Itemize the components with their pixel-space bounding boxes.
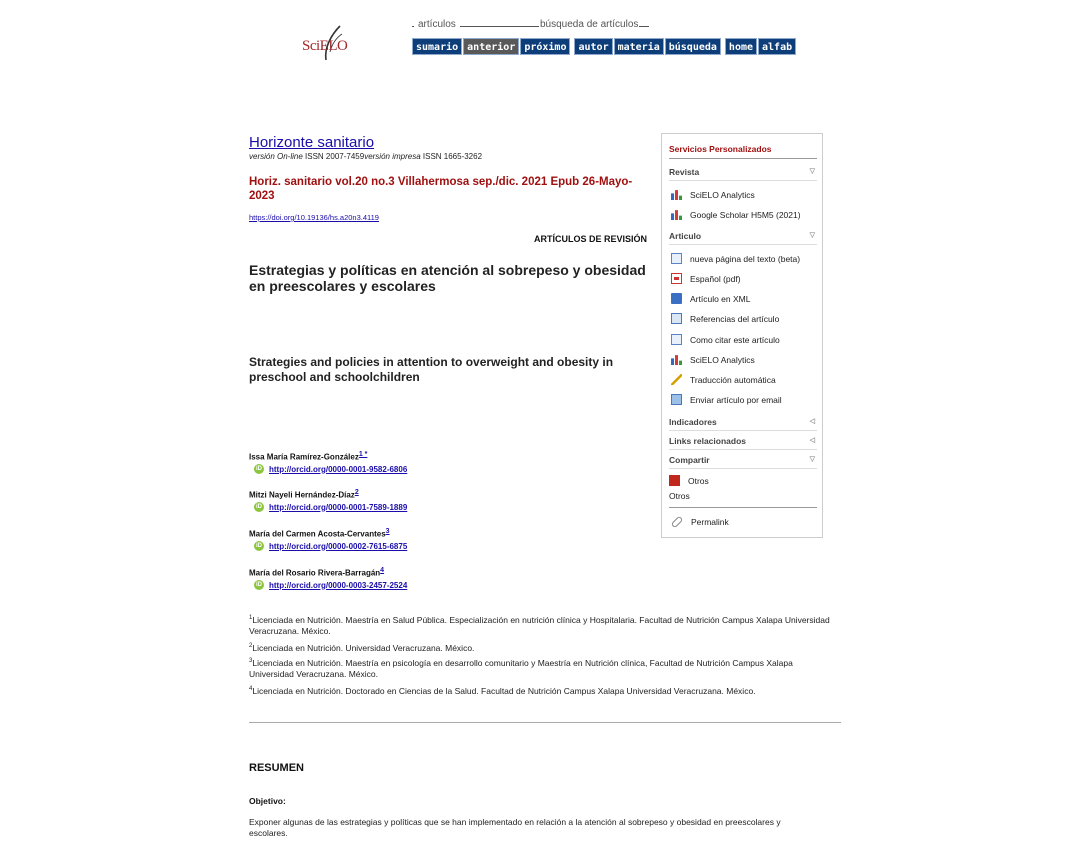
- author-name-text: Issa María Ramírez-González: [249, 452, 359, 462]
- item-label: Español (pdf): [690, 273, 741, 284]
- affiliation-text: Licenciada en Nutrición. Maestría en psicología en desarrollo comunitario y Maestría en Nutrición clínica, Facultad de Nutrición Campus Xalapa Universidad Veracruzana. México.: [249, 657, 793, 679]
- journal-title-link[interactable]: Horizonte sanitario: [249, 134, 375, 151]
- section-label: Links relacionados: [669, 436, 746, 446]
- orcid-row: [254, 541, 407, 551]
- orcid-row: [254, 464, 407, 474]
- indicadores-section-toggle[interactable]: [669, 417, 817, 431]
- issn-print-label: versión impresa: [364, 152, 421, 161]
- issn-print: ISSN 1665-3262: [420, 152, 483, 161]
- divider: [249, 722, 841, 723]
- nav-buttons: [412, 38, 797, 55]
- item-label: SciELO Analytics: [690, 189, 755, 200]
- item-label: Enviar artículo por email: [690, 394, 782, 405]
- author-name: [249, 451, 367, 462]
- item-label: Artículo en XML: [690, 293, 751, 304]
- orcid-link[interactable]: http://orcid.org/0000-0001-9582-6806: [269, 464, 408, 474]
- chevron-down-icon: ▽: [809, 168, 815, 175]
- issn-online-label: versión On-line: [249, 152, 303, 161]
- bar-chart-icon: [671, 189, 682, 200]
- nav-sumario-button[interactable]: sumario: [412, 38, 462, 55]
- orcid-icon: iD: [256, 543, 262, 549]
- affiliation: [249, 613, 839, 637]
- item-label: Traducción automática: [690, 374, 776, 385]
- email-icon: [671, 394, 682, 405]
- item-label: Google Scholar H5M5 (2021): [690, 209, 801, 220]
- compartir-section-toggle[interactable]: [669, 455, 817, 469]
- affiliation-number: 2: [249, 643, 253, 649]
- nav-group-label: búsqueda de artículos: [540, 19, 639, 30]
- article-title-en: Strategies and policies in attention to overweight and obesity in preschool and schoolchildren: [249, 355, 614, 384]
- item-label: Referencias del artículo: [690, 313, 780, 324]
- links-section-toggle[interactable]: [669, 436, 817, 450]
- xml-link[interactable]: [671, 293, 750, 304]
- orcid-row: [254, 580, 407, 590]
- pdf-link[interactable]: [671, 273, 741, 284]
- orcid-row: [254, 502, 407, 512]
- scielo-logo[interactable]: [300, 22, 360, 62]
- services-panel: [661, 133, 823, 538]
- author-name: [249, 489, 359, 500]
- panel-title: Servicios Personalizados: [669, 144, 772, 154]
- nav-autor-button[interactable]: autor: [574, 38, 612, 55]
- affiliation: [249, 641, 839, 654]
- nav-anterior-button[interactable]: anterior: [463, 38, 519, 55]
- article-title-es: Estrategias y políticas en atención al sobrepeso y obesidad en preescolares y escolares: [249, 262, 646, 294]
- chevron-left-icon: ◁: [809, 418, 815, 425]
- issn-online: ISSN 2007-7459: [302, 152, 365, 161]
- abstract-text: Exponer algunas de las estrategias y políticas que se han implementado en relación a la atención al sobrepeso y obesidad en preescolares y escolares.: [249, 817, 781, 838]
- section-label: Indicadores: [669, 417, 717, 427]
- item-label: nueva página del texto (beta): [690, 253, 801, 264]
- otros-text: Otros: [669, 491, 690, 501]
- chevron-left-icon: ◁: [809, 437, 815, 444]
- orcid-link[interactable]: http://orcid.org/0000-0003-2457-2524: [269, 580, 408, 590]
- item-label: Como citar este artículo: [690, 334, 780, 345]
- nav-home-button[interactable]: home: [725, 38, 757, 55]
- item-label: SciELO Analytics: [690, 354, 755, 365]
- objetivo-heading: Objetivo:: [249, 796, 286, 806]
- orcid-link[interactable]: http://orcid.org/0000-0002-7615-6875: [269, 541, 408, 551]
- author-affil-link[interactable]: 4: [380, 567, 385, 574]
- pdf-icon: [671, 273, 682, 284]
- author-name-text: María del Rosario Rivera-Barragán: [249, 568, 381, 578]
- nav-proximo-button[interactable]: próximo: [520, 38, 570, 55]
- affiliation-number: 4: [249, 686, 253, 692]
- affiliation: [249, 656, 839, 680]
- xml-icon: [671, 293, 682, 304]
- revista-section-toggle[interactable]: [669, 167, 817, 181]
- logo-text: SciELO: [302, 38, 348, 54]
- new-text-page-link[interactable]: [671, 253, 800, 264]
- section-label: Compartir: [669, 455, 710, 465]
- affiliation-number: 3: [249, 658, 253, 664]
- nav-materia-button[interactable]: materia: [614, 38, 664, 55]
- link-icon: [671, 516, 684, 529]
- item-label: Otros: [688, 475, 709, 486]
- author-name: [249, 567, 384, 578]
- chevron-down-icon: ▽: [809, 232, 815, 239]
- cite-link[interactable]: [671, 334, 780, 345]
- article-scielo-analytics-link[interactable]: [671, 354, 755, 365]
- email-article-link[interactable]: [671, 394, 782, 405]
- orcid-link[interactable]: http://orcid.org/0000-0001-7589-1889: [269, 502, 408, 512]
- issn-line: [249, 152, 649, 161]
- affiliation-number: 1: [249, 615, 253, 621]
- affiliation-text: Licenciada en Nutrición. Universidad Veracruzana. México.: [252, 642, 475, 653]
- section-label: ARTÍCULOS DE REVISIÓN: [533, 234, 647, 244]
- divider: [669, 507, 817, 508]
- share-icon: [669, 475, 680, 486]
- document-icon: [671, 253, 682, 264]
- item-label: Permalink: [691, 517, 729, 527]
- affiliation-text: Licenciada en Nutrición. Doctorado en Ciencias de la Salud. Facultad de Nutrición Campus Xalapa Universidad Veracruzana. México.: [252, 685, 756, 696]
- share-otros-link[interactable]: [669, 475, 709, 486]
- affiliation: [249, 684, 839, 697]
- divider: [669, 158, 817, 159]
- references-link[interactable]: [671, 313, 779, 324]
- author-name-text: Mitzi Nayeli Hernández-Díaz: [249, 490, 355, 500]
- author-affil-link[interactable]: 2: [354, 489, 359, 496]
- references-icon: [671, 313, 682, 324]
- translation-link[interactable]: [671, 374, 776, 385]
- nav-alfab-button[interactable]: alfab: [758, 38, 796, 55]
- author-name: [249, 528, 390, 539]
- chevron-down-icon: ▽: [809, 456, 815, 463]
- author-affil-link[interactable]: 3: [385, 528, 390, 535]
- affiliation-text: Licenciada en Nutrición. Maestría en Salud Pública. Especialización en nutrición clínica y Hospitalaria. Facultad de Nutrición Campus Xalapa Universidad Veracruzana. México.: [249, 614, 830, 636]
- nav-busqueda-button[interactable]: búsqueda: [665, 38, 721, 55]
- document-icon: [671, 334, 682, 345]
- author-name-text: María del Carmen Acosta-Cervantes: [249, 529, 386, 539]
- section-label: Revista: [669, 167, 700, 177]
- google-scholar-link[interactable]: [671, 209, 801, 220]
- bar-chart-icon: [671, 209, 682, 220]
- section-label: Articulo: [669, 231, 702, 241]
- permalink-link[interactable]: [671, 517, 729, 527]
- citation: Horiz. sanitario vol.20 no.3 Villahermosa sep./dic. 2021 Epub 26-Mayo-2023: [249, 176, 633, 202]
- orcid-icon: iD: [256, 582, 262, 588]
- nav-group-label: artículos: [418, 19, 456, 30]
- wand-icon: [671, 374, 682, 385]
- orcid-icon: iD: [256, 504, 262, 510]
- bar-chart-icon: [671, 354, 682, 365]
- orcid-icon: iD: [256, 466, 262, 472]
- author-affil-link[interactable]: 1 *: [358, 451, 368, 458]
- doi-link[interactable]: https://doi.org/10.19136/hs.a20n3.4119: [249, 213, 379, 222]
- revista-scielo-analytics-link[interactable]: [671, 189, 755, 200]
- resumen-heading: RESUMEN: [249, 762, 305, 774]
- articulo-section-toggle[interactable]: [669, 231, 817, 245]
